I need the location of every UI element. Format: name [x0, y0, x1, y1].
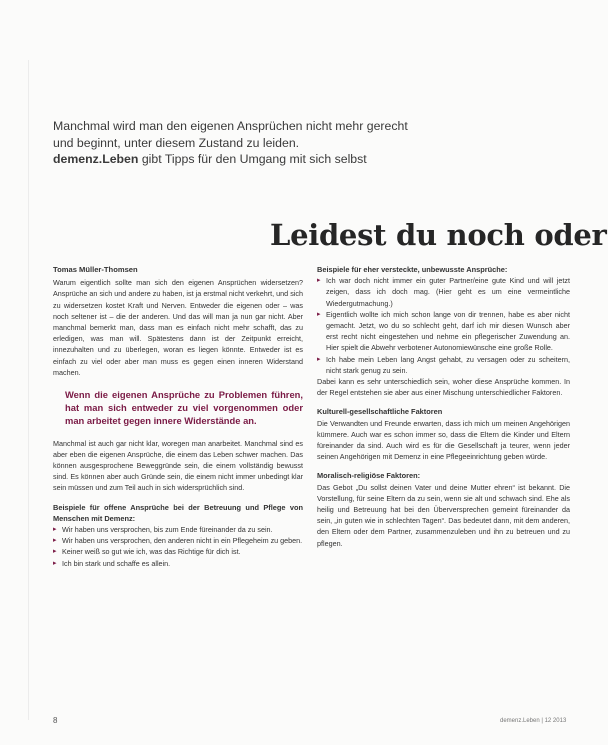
page-number: 8 — [53, 716, 58, 725]
bullet-list — [317, 275, 570, 376]
section-subheading: Beispiele für offene Ansprüche bei der Betreuung und Pflege von Menschen mit Demenz: — [53, 502, 303, 523]
section-subheading: Moralisch-religiöse Faktoren: — [317, 471, 421, 481]
intro-line-1: Manchmal wird man den eigenen Ansprüchen nicht mehr gerecht — [53, 119, 408, 133]
intro-line-3-rest: gibt Tipps für den Umgang mit sich selbst — [141, 152, 367, 166]
bullet-list — [53, 524, 303, 569]
intro-line-2: und beginnt, unter diesem Zustand zu leiden. — [53, 135, 300, 150]
article-headline: Leidest du noch oder — [270, 218, 607, 252]
section-subheading: Kulturell-gesellschaftliche Faktoren — [317, 407, 443, 417]
intro-line-3 — [53, 151, 573, 168]
list-item: ▸ Ich habe mein Leben lang Angst gehabt, zu versagen oder zu scheitern, nicht stark genug zu sein. — [317, 354, 570, 376]
brand-name: demenz.Leben — [53, 152, 139, 166]
page-margin-line — [28, 60, 29, 720]
left-column — [53, 264, 303, 569]
pull-quote: Wenn die eigenen Ansprüche zu Problemen führen, hat man sich entweder zu viel vorgenommen oder man arbeitet gegen innere Widerstände an. — [65, 389, 303, 427]
paragraph: Die Verwandten und Freunde erwarten, dass ich mich um meinen Angehörigen kümmere. Auch war es schon immer so, dass die Eltern die Kinder und Eltern füreinander da sind. Auch wird es für die Gesellschaft ja teurer, wenn jeder seinen Angehörigen mit Demenz in eine Pflegeeinrichtung geben würde. — [317, 418, 570, 462]
paragraph: Das Gebot „Du sollst deinen Vater und deine Mutter ehren“ ist bekannt. Die Vorstellung, für seine Eltern da zu sein, wenn sie alt und schwach sind. Ehe als heilig und Betreuung hat bei den Überversprechen gemeint füreinander da sein, „in guten wie in schlechten Tagen“. Das bedeutet dann, mit dem anderen, den Eltern oder dem Partner, zusammenzuleben und ihn zu betreuen und zu pflegen. — [317, 482, 570, 548]
list-item: ▸ Ich bin stark und schaffe es allein. — [53, 558, 303, 569]
right-column — [317, 264, 570, 550]
paragraph: Warum eigentlich sollte man sich den eigenen Ansprüchen widersetzen? Ansprüche an sich und andere zu haben, ist ja erstmal nicht verkehrt, und sich zu widersetzen kostet Kraft und Nerven. Entweder die eigenen oder – was noch seltener ist – die der anderen. Und das will man ja nun gar nicht. Aber manchmal bemerkt man, dass man es einfach nicht mehr schafft, das zu erledigen, was man will. Spätestens dann ist der Zeitpunkt erreicht, innezuhalten und zu überlegen, woran es liegen könnte. Entweder ist es einfach zu viel oder aber man muss es gegen einen inneren Widerstand machen. — [53, 278, 303, 377]
list-item: ▸ Eigentlich wollte ich mich schon lange von dir trennen, habe es aber nicht gemacht. Jetzt, wo du so schlecht geht, darf ich mir diesen Wunsch aber erst recht nicht eingestehen und nehme ein pflegerischer Zuwendung an. Hier spielt die Abwehr verbotener Autonomiewünsche eine große Rolle. — [317, 309, 570, 354]
list-item: ▸ Keiner weiß so gut wie ich, was das Richtige für dich ist. — [53, 546, 303, 557]
author-name: Tomas Müller-Thomsen — [53, 265, 138, 274]
paragraph: Manchmal ist auch gar nicht klar, woregen man anarbeitet. Manchmal sind es aber eben die eigenen Ansprüche, die einem das Leben schwer machen. Das können ausgesprochene Beweggründe sein, die einem vollständig bewusst sind. Es können aber auch Gründe sein, die einem nicht immer unbedingt klar sein müssen und zum Teil auch in sich widersprüchlich sind. — [53, 438, 303, 493]
list-item: ▸ Wir haben uns versprochen, bis zum Ende füreinander da zu sein. — [53, 524, 303, 535]
list-item: ▸ Wir haben uns versprochen, den anderen nicht in ein Pflegeheim zu geben. — [53, 535, 303, 546]
intro-text — [53, 118, 573, 168]
list-item: ▸ Ich war doch nicht immer ein guter Partner/eine gute Kind und will jetzt zeigen, dass ich doch mag. (Hier geht es um eine vermeintliche Wiedergutmachung.) — [317, 275, 570, 309]
section-subheading: Beispiele für eher versteckte, unbewusste Ansprüche: — [317, 265, 508, 274]
magazine-footer: demenz.Leben | 12 2013 — [500, 718, 567, 724]
paragraph: Dabei kann es sehr unterschiedlich sein, woher diese Ansprüche kommen. In der Regel entstehen sie aber aus einer Mischung unterschiedlicher Faktoren. — [317, 377, 570, 398]
